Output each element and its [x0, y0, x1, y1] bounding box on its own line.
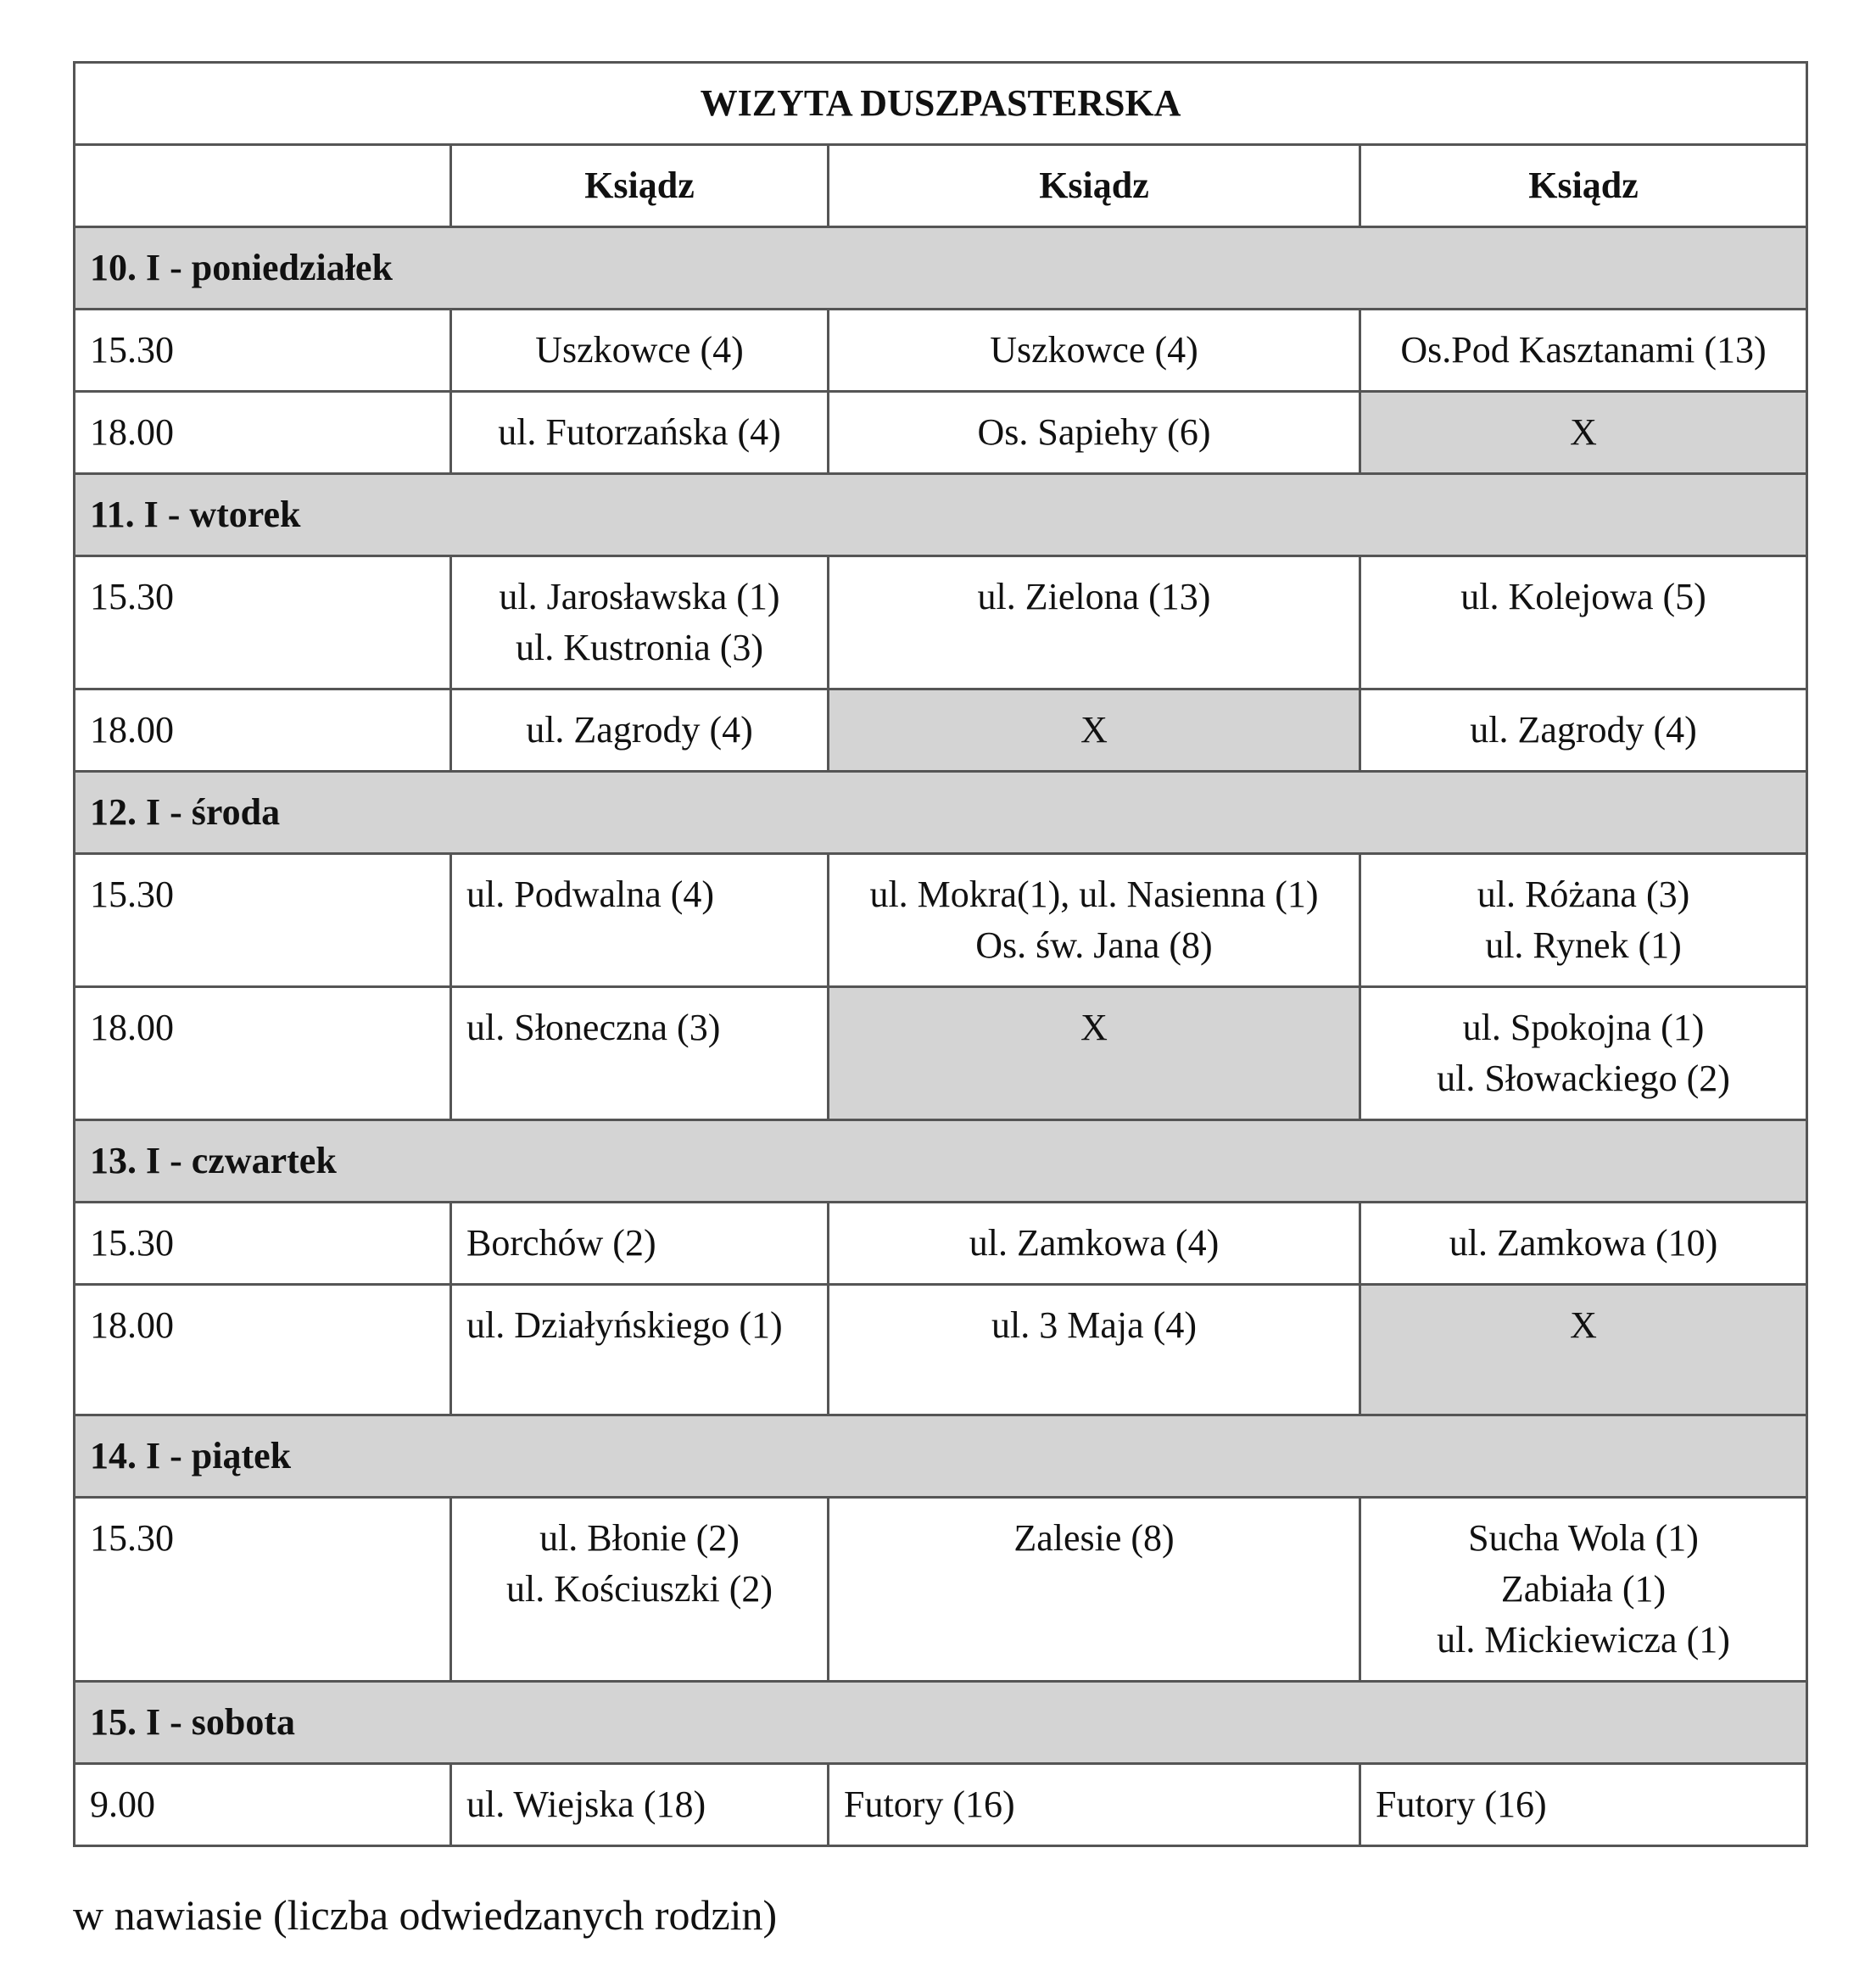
- cell-line: Uszkowce (4): [990, 329, 1198, 371]
- header-priest-2: Ksiądz: [829, 145, 1360, 227]
- schedule-table: [73, 61, 1808, 1847]
- cell-line: Borchów (2): [466, 1222, 656, 1264]
- slot-time: 18.00: [75, 987, 451, 1120]
- header-priest-3: Ksiądz: [1360, 145, 1807, 227]
- slot-row: [75, 392, 1807, 474]
- cell-line: ul. Różana (3): [1477, 874, 1690, 915]
- cell-line: ul. 3 Maja (4): [991, 1304, 1197, 1346]
- slot-time: 15.30: [75, 310, 451, 392]
- cell-line: Zabiała (1): [1500, 1568, 1667, 1610]
- unavailable-mark: X: [1570, 1304, 1597, 1346]
- cell-line: Sucha Wola (1): [1468, 1517, 1699, 1559]
- slot-cell-unavailable: [1360, 1285, 1807, 1415]
- slot-cell: [451, 556, 829, 689]
- cell-line: ul. Rynek (1): [1485, 924, 1682, 966]
- cell-line: ul. Kolejowa (5): [1460, 576, 1706, 617]
- slot-cell: [829, 1764, 1360, 1846]
- cell-line: ul. Zagrody (4): [1470, 709, 1697, 751]
- cell-line: ul. Słoneczna (3): [466, 1007, 721, 1048]
- slot-row: [75, 1498, 1807, 1682]
- slot-cell: [1360, 987, 1807, 1120]
- slot-cell: [451, 1285, 829, 1415]
- cell-line: ul. Błonie (2): [539, 1517, 740, 1559]
- slot-cell-unavailable: [829, 987, 1360, 1120]
- day-row: [75, 227, 1807, 310]
- slot-row: [75, 310, 1807, 392]
- slot-cell: [829, 556, 1360, 689]
- slot-cell: [1360, 1203, 1807, 1285]
- slot-cell: [829, 1203, 1360, 1285]
- cell-line: ul. Słowackiego (2): [1437, 1058, 1730, 1099]
- cell-line: ul. Spokojna (1): [1462, 1007, 1705, 1048]
- unavailable-mark: X: [1080, 709, 1108, 751]
- slot-cell: [1360, 1764, 1807, 1846]
- day-row: [75, 1415, 1807, 1498]
- table-title: WIZYTA DUSZPASTERSKA: [75, 63, 1807, 145]
- schedule-sheet: [73, 61, 1806, 1847]
- slot-cell: [1360, 1498, 1807, 1682]
- unavailable-mark: X: [1080, 1007, 1108, 1048]
- slot-row: [75, 1285, 1807, 1415]
- title-row: [75, 63, 1807, 145]
- slot-time: 18.00: [75, 1285, 451, 1415]
- header-row: [75, 145, 1807, 227]
- slot-time: 15.30: [75, 556, 451, 689]
- slot-row: [75, 1203, 1807, 1285]
- slot-cell: [451, 310, 829, 392]
- slot-cell-unavailable: [829, 689, 1360, 772]
- cell-line: ul. Zielona (13): [977, 576, 1211, 617]
- slot-time: 9.00: [75, 1764, 451, 1846]
- slot-cell: [451, 1498, 829, 1682]
- cell-line: Os. Sapiehy (6): [977, 411, 1211, 453]
- slot-cell: [829, 854, 1360, 987]
- cell-line: ul. Mickiewicza (1): [1437, 1619, 1730, 1661]
- cell-line: ul. Mokra(1), ul. Nasienna (1): [869, 874, 1319, 915]
- slot-cell: [1360, 854, 1807, 987]
- slot-time: 15.30: [75, 1498, 451, 1682]
- day-label: 10. I - poniedziałek: [75, 227, 1807, 310]
- slot-cell: [451, 854, 829, 987]
- header-empty: [75, 145, 451, 227]
- day-label: 12. I - środa: [75, 772, 1807, 854]
- slot-time: 18.00: [75, 689, 451, 772]
- slot-cell: [451, 392, 829, 474]
- slot-row: [75, 854, 1807, 987]
- slot-time: 15.30: [75, 854, 451, 987]
- cell-line: ul. Zamkowa (10): [1449, 1222, 1718, 1264]
- slot-cell: [451, 987, 829, 1120]
- unavailable-mark: X: [1570, 411, 1597, 453]
- day-row: [75, 1682, 1807, 1764]
- day-label: 13. I - czwartek: [75, 1120, 1807, 1203]
- slot-cell: [829, 392, 1360, 474]
- cell-line: Futory (16): [844, 1783, 1015, 1825]
- cell-line: ul. Zagrody (4): [526, 709, 753, 751]
- day-row: [75, 772, 1807, 854]
- day-row: [75, 474, 1807, 556]
- day-row: [75, 1120, 1807, 1203]
- slot-cell: [1360, 689, 1807, 772]
- slot-time: 18.00: [75, 392, 451, 474]
- slot-row: [75, 556, 1807, 689]
- cell-line: ul. Futorzańska (4): [498, 411, 781, 453]
- cell-line: Os.Pod Kasztanami (13): [1400, 329, 1767, 371]
- slot-cell: [451, 1764, 829, 1846]
- cell-line: ul. Wiejska (18): [466, 1783, 706, 1825]
- cell-line: ul. Działyńskiego (1): [466, 1304, 783, 1346]
- footnote: w nawiasie (liczba odwiedzanych rodzin): [73, 1891, 778, 1939]
- cell-line: Uszkowce (4): [535, 329, 744, 371]
- slot-cell: [451, 1203, 829, 1285]
- slot-row: [75, 1764, 1807, 1846]
- slot-cell: [829, 1285, 1360, 1415]
- day-label: 15. I - sobota: [75, 1682, 1807, 1764]
- slot-cell: [829, 310, 1360, 392]
- cell-line: ul. Zamkowa (4): [969, 1222, 1220, 1264]
- slot-time: 15.30: [75, 1203, 451, 1285]
- cell-line: ul. Kustronia (3): [515, 627, 764, 668]
- slot-cell: [1360, 310, 1807, 392]
- cell-line: ul. Kościuszki (2): [505, 1568, 773, 1610]
- cell-line: Futory (16): [1376, 1783, 1547, 1825]
- header-priest-1: Ksiądz: [451, 145, 829, 227]
- cell-line: ul. Jarosławska (1): [499, 576, 780, 617]
- slot-row: [75, 987, 1807, 1120]
- slot-cell: [1360, 556, 1807, 689]
- day-label: 11. I - wtorek: [75, 474, 1807, 556]
- cell-line: Os. św. Jana (8): [975, 924, 1213, 966]
- slot-cell: [829, 1498, 1360, 1682]
- day-label: 14. I - piątek: [75, 1415, 1807, 1498]
- cell-line: ul. Podwalna (4): [466, 874, 715, 915]
- slot-row: [75, 689, 1807, 772]
- cell-line: Zalesie (8): [1013, 1517, 1175, 1559]
- slot-cell: [451, 689, 829, 772]
- slot-cell-unavailable: [1360, 392, 1807, 474]
